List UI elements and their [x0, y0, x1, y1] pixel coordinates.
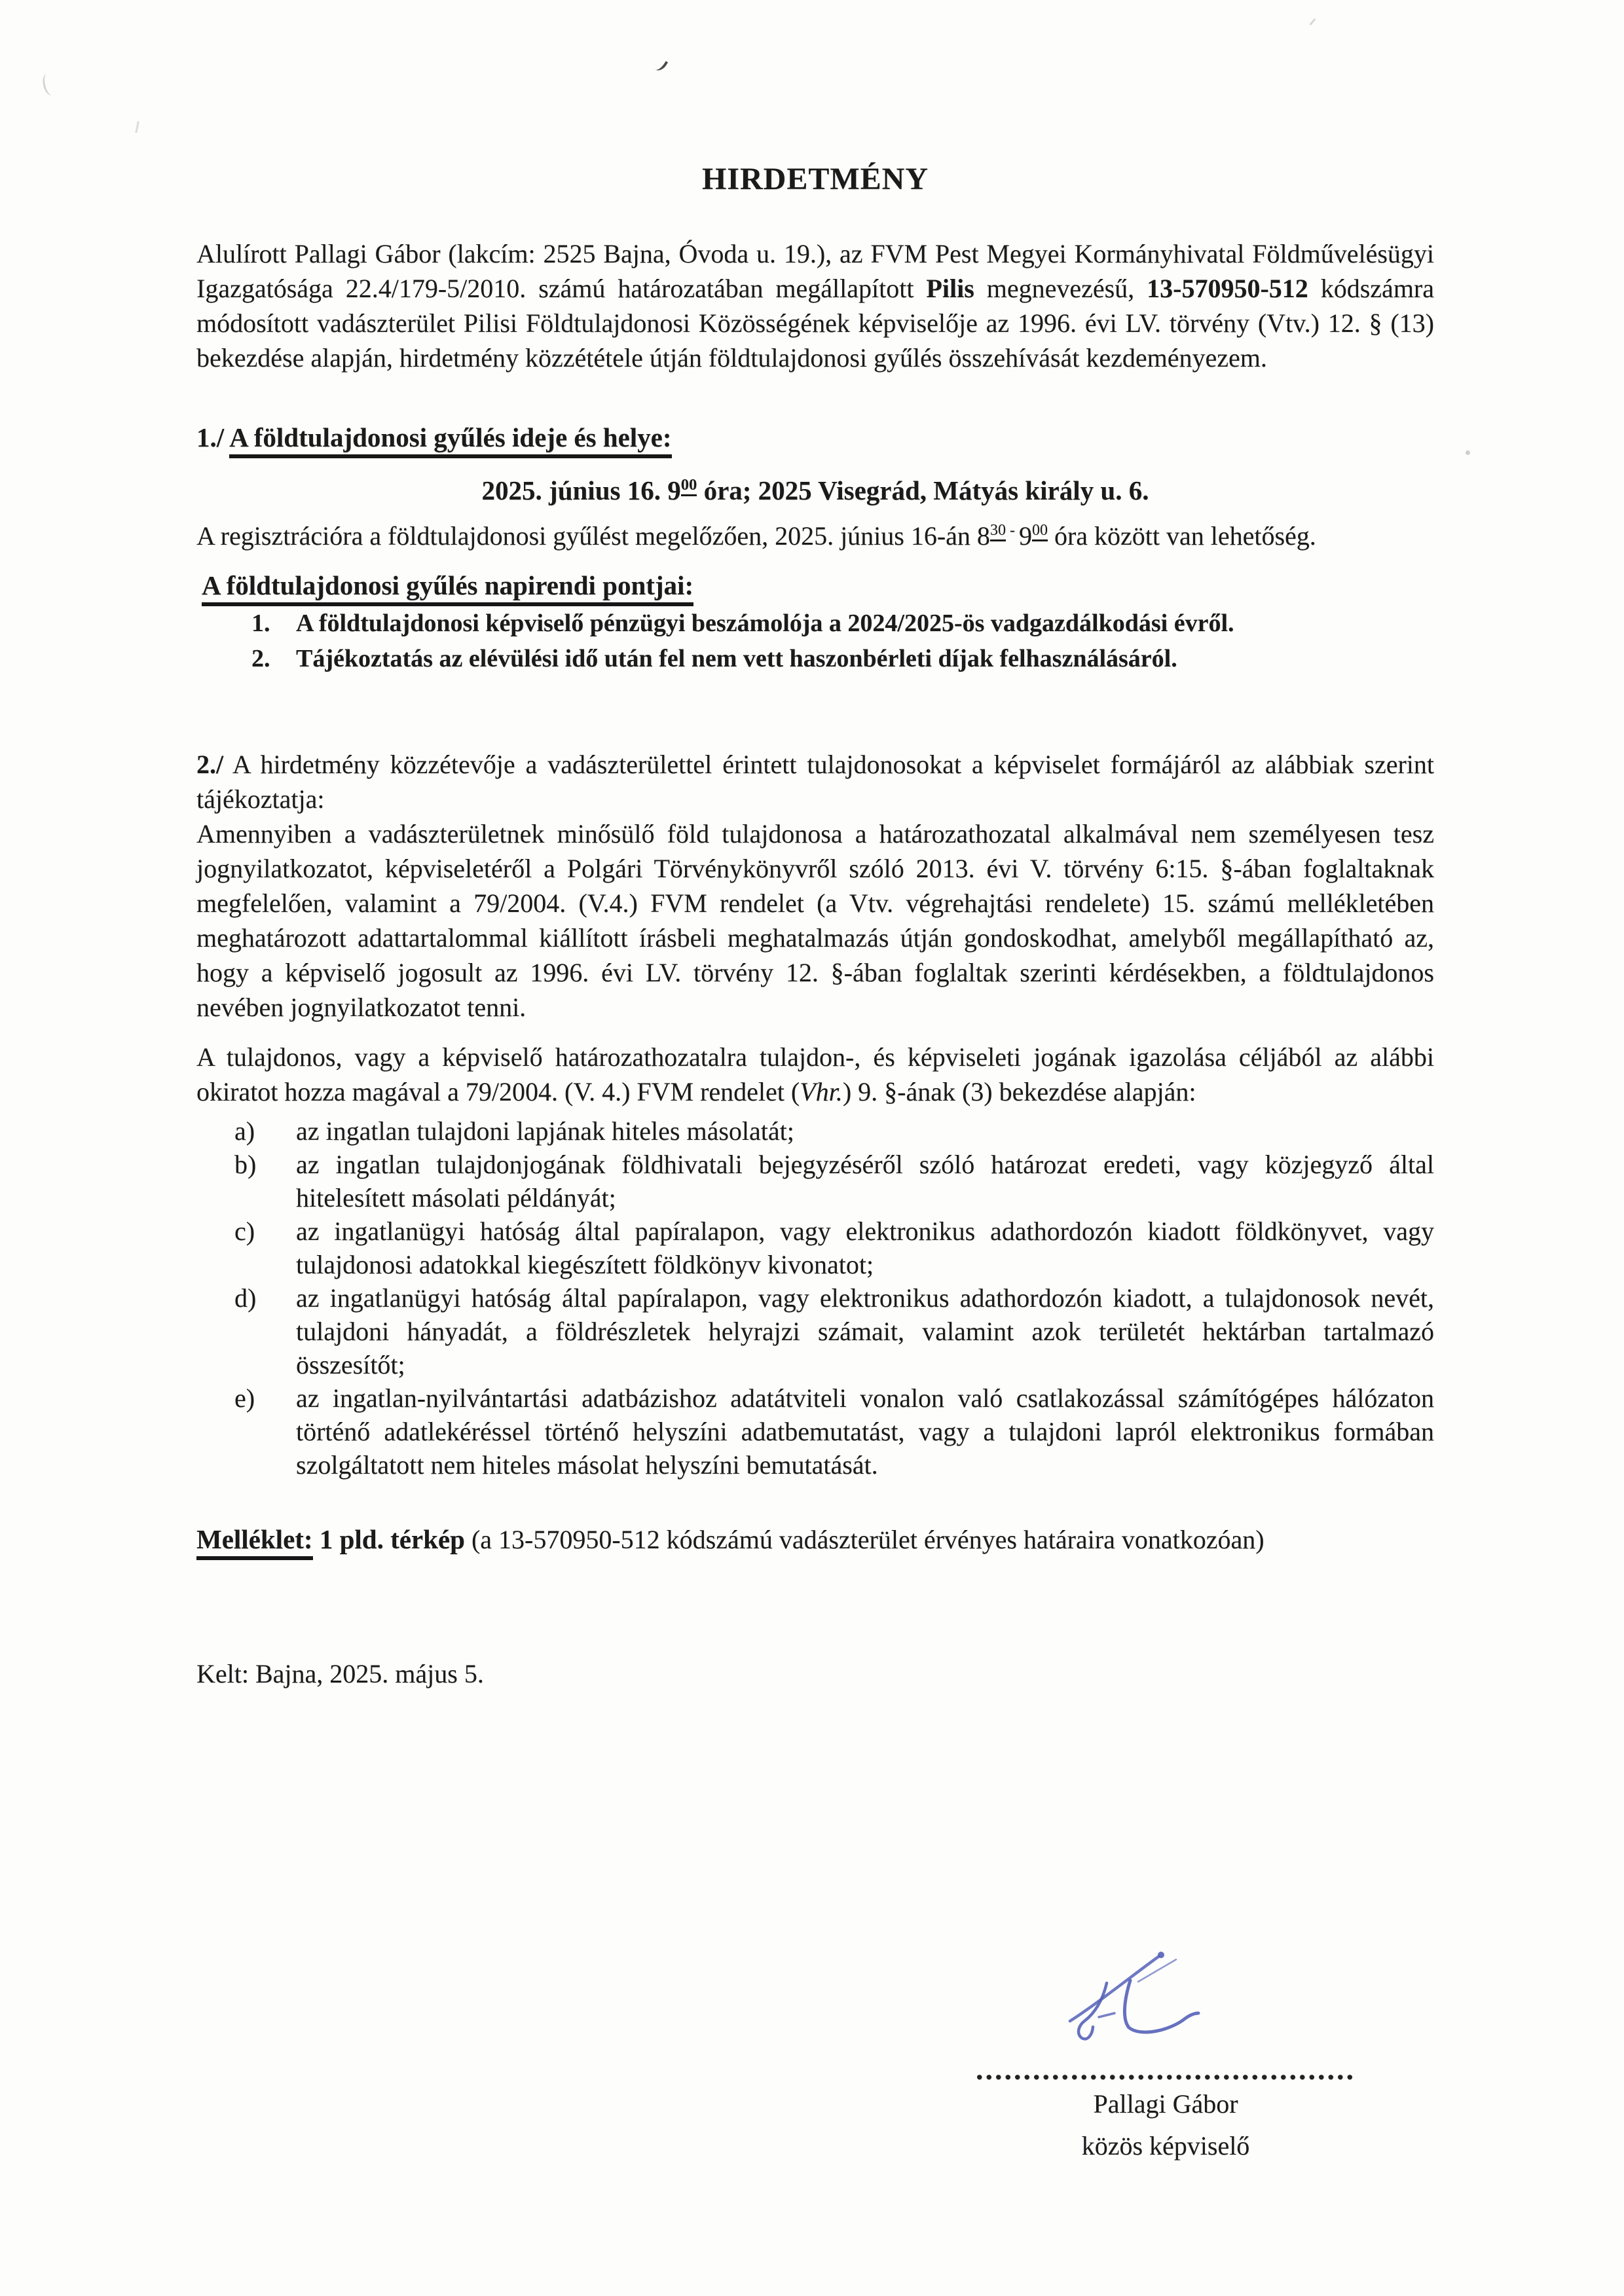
- signature-dotted-line: ........................................: [976, 2054, 1356, 2085]
- list-item-marker: a): [234, 1116, 255, 1146]
- scan-artifact: [1466, 450, 1470, 455]
- scan-artifact: [41, 72, 58, 97]
- document-content: [196, 0, 1434, 1691]
- attachment-line: Melléklet: 1 pld. térkép (a 13-570950-512 kódszámú vadászterület érvényes határaira vonatkozóan): [196, 1522, 1434, 1557]
- list-item-text: az ingatlan tulajdonjogának földhivatali bejegyzéséről szóló határozat eredeti, vagy közjegyző által hitelesített másolati példányát;: [296, 1149, 1434, 1212]
- agenda-item-text: A földtulajdonosi képviselő pénzügyi beszámolója a 2024/2025-ös vadgazdálkodási évről.: [296, 609, 1234, 637]
- section1-number: 1./: [196, 422, 225, 452]
- section2-documents-paragraph: A tulajdonos, vagy a képviselő határozathozatalra tulajdon-, és képviseleti jogának igazolása céljából az alábbi okiratot hozza magával a 79/2004. (V. 4.) FVM rendelet (Vhr.) 9. §-ának (3) bekezdése alapján:: [196, 1042, 1434, 1106]
- signatory-role: közös képviselő: [1081, 2131, 1250, 2160]
- agenda-list: [196, 606, 1434, 676]
- agenda-item-text: Tájékoztatás az elévülési idő után fel nem vett haszonbérleti díjak felhasználásáról.: [296, 644, 1177, 672]
- list-item-text: az ingatlan tulajdoni lapjának hiteles másolatát;: [296, 1116, 794, 1146]
- signature-block: [969, 1948, 1362, 2162]
- list-item-text: az ingatlan-nyilvántartási adatbázishoz adatátviteli vonalon való csatlakozással számítógépes hálózaton történő adatlekéréssel történő helyszíni adatbemutatást, vagy a tulajdoni lapról elektronikus formában szolgáltatott nem hiteles másolat helyszíni bemutatását.: [296, 1383, 1434, 1480]
- scan-artifact: [135, 121, 145, 134]
- list-item-text: az ingatlanügyi hatóság által papíralapon, vagy elektronikus adathordozón kiadott, a tulajdonosok nevét, tulajdoni hányadát, a földrészletek helyrajzi számait, valamint azok területét hektárban tartalmazó összesítőt;: [296, 1283, 1434, 1379]
- intro-paragraph: Alulírott Pallagi Gábor (lakcím: 2525 Bajna, Óvoda u. 19.), az FVM Pest Megyei Kormányhivatal Földművelésügyi Igazgatósága 22.4/179-5/2010. számú határozatában megállapított Pilis megnevezésű, 13-570950-512 kódszámra módosított vadászterület Pilisi Földtulajdonosi Közösségének képviselője az 1996. évi LV. törvény (Vtv.) 12. § (13) bekezdése alapján, hirdetmény közzététele útján földtulajdonosi gyűlés összehívását kezdeményezem.: [196, 238, 1434, 373]
- section2-intro-paragraph: 2./ A hirdetmény közzétevője a vadászterülettel érintett tulajdonosokat a képviselet formájáról az alábbiak szerint tájékoztatja:: [196, 749, 1434, 814]
- list-item-marker: e): [234, 1383, 255, 1413]
- list-item: [196, 1381, 1434, 1482]
- date-place-line: Kelt: Bajna, 2025. május 5.: [196, 1658, 484, 1688]
- agenda-item: [196, 606, 1434, 641]
- list-item: [196, 1148, 1434, 1214]
- registration-paragraph: A regisztrációra a földtulajdonosi gyűlést megelőzően, 2025. június 16-án $8^{30}$ - $9^{00}$ óra között van lehetőség.: [196, 520, 1316, 551]
- documents-list: [196, 1114, 1434, 1482]
- agenda-heading: [202, 569, 1434, 602]
- list-item: [196, 1114, 1434, 1148]
- agenda-item: [196, 641, 1434, 676]
- list-item-marker: d): [234, 1283, 257, 1313]
- meeting-datetime-line: 2025. június 16. $9^{00}$ óra; 2025 Visegrád, Mátyás király u. 6.: [481, 475, 1149, 505]
- section1-heading: [196, 421, 1434, 454]
- list-item: [196, 1214, 1434, 1281]
- list-item: [196, 1281, 1434, 1381]
- signatory-name: Pallagi Gábor: [1093, 2089, 1238, 2119]
- agenda-item-number: 1.: [251, 609, 270, 637]
- agenda-item-number: 2.: [251, 644, 270, 672]
- agenda-heading-text: A földtulajdonosi gyűlés napirendi pontjai:: [202, 570, 693, 606]
- list-item-text: az ingatlanügyi hatóság által papíralapon, vagy elektronikus adathordozón kiadott földkönyvet, vagy tulajdonosi adatokkal kiegészített földkönyv kivonatot;: [296, 1216, 1434, 1279]
- section2-body-paragraph: Amennyiben a vadászterületnek minősülő föld tulajdonosa a határozathozatal alkalmával nem személyesen tesz jognyilatkozatot, képviseletéről a Polgári Törvénykönyvről szóló 2013. évi V. törvény 6:15. §-ában foglaltaknak megfelelően, valamint a 79/2004. (V.4.) FVM rendelet (a Vtv. végrehajtási rendelete) 15. számú mellékletében meghatározott adattartalommal kiállított írásbeli meghatalmazás útján gondoskodhat, amelyből megállapítható az, hogy a képviselő jogosult az 1996. évi LV. törvény 12. §-ában foglaltak szerinti kérdésekben, a földtulajdonos nevében jognyilatkozatot tenni.: [196, 818, 1434, 1022]
- handwritten-signature: [1061, 1948, 1211, 2049]
- document-title: HIRDETMÉNY: [701, 162, 929, 196]
- list-item-marker: c): [234, 1216, 255, 1246]
- list-item-marker: b): [234, 1149, 257, 1179]
- section1-heading-text: A földtulajdonosi gyűlés ideje és helye:: [229, 422, 671, 458]
